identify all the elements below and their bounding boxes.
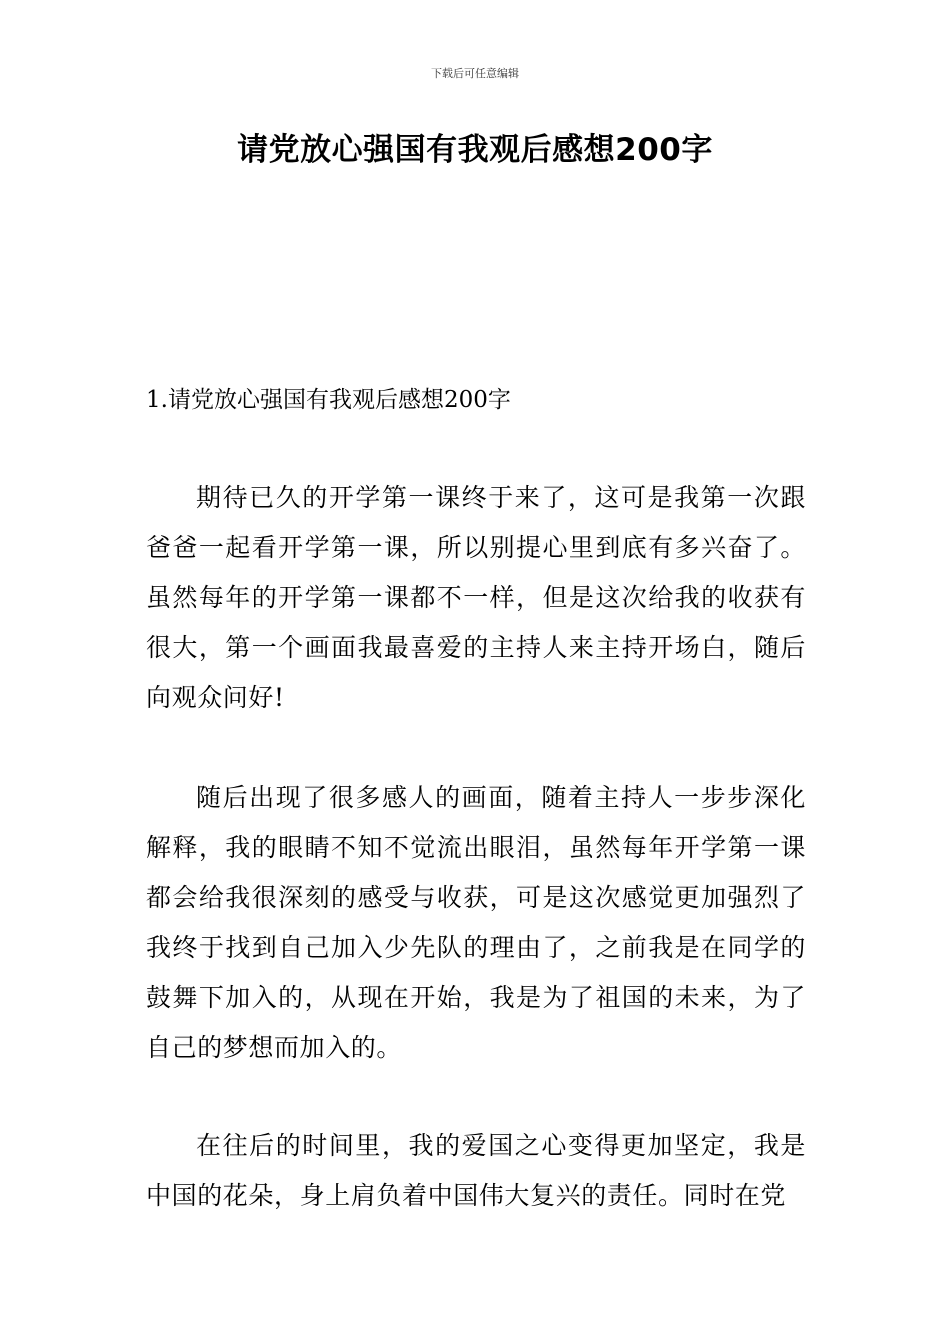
paragraph-1: 期待已久的开学第一课终于来了，这可是我第一次跟爸爸一起看开学第一课，所以别提心里到底有多兴奋了。虽然每年的开学第一课都不一样，但是这次给我的收获有很大，第一个画面我最喜爱的主持人来主持开场白，随后向观众问好! <box>146 483 806 712</box>
header-note: 下载后可任意编辑 <box>431 67 519 80</box>
paragraph-2: 随后出现了很多感人的画面，随着主持人一步步深化解释，我的眼睛不知不觉流出眼泪，虽然每年开学第一课都会给我很深刻的感受与收获，可是这次感觉更加强烈了我终于找到自己加入少先队的理由了，之前我是在同学的鼓舞下加入的，从现在开始，我是为了祖国的未来，为了自己的梦想而加入的。 <box>146 783 806 1062</box>
section-heading: 1.请党放心强国有我观后感想200字 <box>146 387 511 413</box>
document-title: 请党放心强国有我观后感想200字 <box>237 132 713 168</box>
paragraph-3: 在往后的时间里，我的爱国之心变得更加坚定，我是中国的花朵，身上肩负着中国伟大复兴的责任。同时在党 <box>146 1131 806 1210</box>
